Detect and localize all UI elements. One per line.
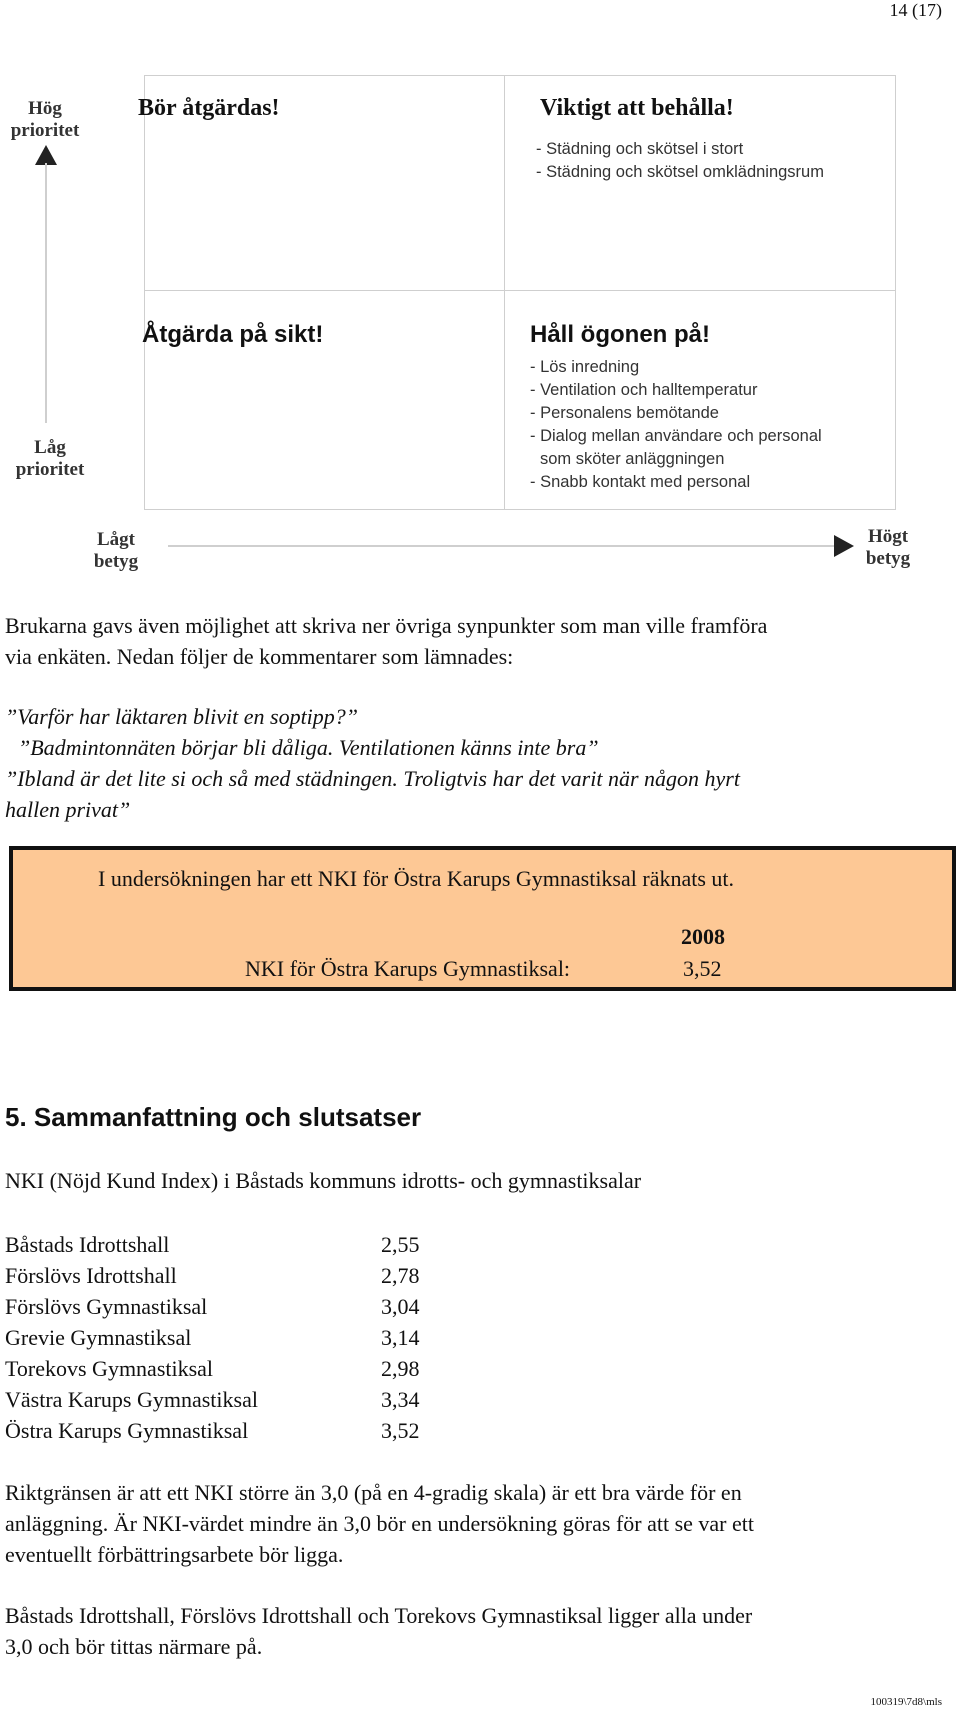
list-item: - Dialog mellan användare och personal xyxy=(530,427,822,445)
facility-value: 3,14 xyxy=(381,1325,420,1350)
text-line: Brukarna gavs även möjlighet att skriva ner övriga synpunkter som man ville framföra xyxy=(5,613,768,638)
page-number: 14 (17) xyxy=(889,0,942,20)
y-axis-low-label xyxy=(8,437,92,481)
list-item: - Lös inredning xyxy=(530,358,640,376)
comments-list xyxy=(5,701,955,825)
section-heading: 5. Sammanfattning och slutsatser xyxy=(5,1102,422,1132)
quadrant-title-top-right: Viktigt att behålla! xyxy=(540,95,734,121)
quadrant-items-bottom-right xyxy=(530,356,822,494)
arrow-up-icon xyxy=(35,145,57,165)
facility-name: Båstads Idrottshall xyxy=(5,1232,170,1257)
facility-value: 3,52 xyxy=(381,1418,420,1443)
matrix-divider-horizontal xyxy=(144,290,896,291)
x-axis-high-label xyxy=(858,526,918,570)
quadrant-title-bottom-right: Håll ögonen på! xyxy=(530,321,710,348)
facility-value: 2,55 xyxy=(381,1232,420,1257)
x-low-line-2: betyg xyxy=(93,551,139,572)
text-line: Riktgränsen är att ett NKI större än 3,0 (på en 4-gradig skala) är ett bra värde för en xyxy=(5,1480,742,1505)
x-axis-line xyxy=(168,545,836,547)
text-line: 3,0 och bör tittas närmare på. xyxy=(5,1634,263,1659)
x-high-line-1: Högt xyxy=(867,526,909,547)
section-subtitle: NKI (Nöjd Kund Index) i Båstads kommuns idrotts- och gymnastiksalar xyxy=(5,1168,642,1193)
comment: ”Badmintonnäten börjar bli dåliga. Ventilationen känns inte bra” xyxy=(18,735,599,760)
text-line: eventuellt förbättringsarbete bör ligga. xyxy=(5,1542,344,1567)
text-line: anläggning. Är NKI-värdet mindre än 3,0 bör en undersökning göras för att se var ett xyxy=(5,1511,754,1536)
x-high-line-2: betyg xyxy=(865,548,911,569)
facility-name: Västra Karups Gymnastiksal xyxy=(5,1387,258,1412)
text-line: via enkäten. Nedan följer de kommentarer som lämnades: xyxy=(5,644,514,669)
matrix-divider-vertical xyxy=(504,75,505,510)
table-row xyxy=(5,1229,505,1260)
quadrant-title-bottom-left: Åtgärda på sikt! xyxy=(142,321,324,348)
comment: ”Varför har läktaren blivit en soptipp?” xyxy=(5,704,359,729)
table-row xyxy=(5,1353,505,1384)
nki-intro: I undersökningen har ett NKI för Östra Karups Gymnastiksal räknats ut. xyxy=(98,866,735,891)
nki-table xyxy=(5,1229,505,1446)
list-item: - Städning och skötsel omklädningsrum xyxy=(536,163,824,181)
facility-value: 3,04 xyxy=(381,1294,420,1319)
y-high-line-2: prioritet xyxy=(10,120,80,141)
arrow-right-icon xyxy=(834,535,854,557)
nki-value: 3,52 xyxy=(683,956,722,981)
quadrant-title-top-left: Bör åtgärdas! xyxy=(138,95,280,121)
facility-name: Östra Karups Gymnastiksal xyxy=(5,1418,249,1443)
nki-result-box xyxy=(9,846,956,991)
y-low-line-2: prioritet xyxy=(15,459,85,480)
facility-name: Förslövs Idrottshall xyxy=(5,1263,177,1288)
intro-paragraph xyxy=(5,610,955,672)
list-item: som sköter anläggningen xyxy=(540,450,725,468)
table-row xyxy=(5,1291,505,1322)
nki-year: 2008 xyxy=(681,924,725,949)
facility-name: Torekovs Gymnastiksal xyxy=(5,1356,214,1381)
table-row xyxy=(5,1415,505,1446)
x-low-line-1: Lågt xyxy=(97,529,135,550)
y-axis-high-label xyxy=(8,98,82,142)
y-high-line-1: Hög xyxy=(28,98,62,119)
comment: ”Ibland är det lite si och så med städningen. Troligtvis har det varit när någon hyrt xyxy=(5,766,740,791)
nki-label: NKI för Östra Karups Gymnastiksal: xyxy=(245,956,571,981)
y-low-line-1: Låg xyxy=(34,437,66,458)
threshold-paragraph xyxy=(5,1477,955,1570)
table-row xyxy=(5,1322,505,1353)
y-axis-line xyxy=(45,163,47,423)
comment: hallen privat” xyxy=(5,797,131,822)
conclusion-paragraph xyxy=(5,1600,955,1662)
table-row xyxy=(5,1260,505,1291)
facility-name: Grevie Gymnastiksal xyxy=(5,1325,192,1350)
list-item: - Ventilation och halltemperatur xyxy=(530,381,758,399)
facility-value: 3,34 xyxy=(381,1387,420,1412)
quadrant-items-top-right xyxy=(536,138,824,184)
text-line: Båstads Idrottshall, Förslövs Idrottshall och Torekovs Gymnastiksal ligger alla under xyxy=(5,1603,753,1628)
list-item: - Städning och skötsel i stort xyxy=(536,140,744,158)
table-row xyxy=(5,1384,505,1415)
list-item: - Personalens bemötande xyxy=(530,404,719,422)
list-item: - Snabb kontakt med personal xyxy=(530,473,751,491)
facility-value: 2,78 xyxy=(381,1263,420,1288)
footer-reference: 100319\7d8\mls xyxy=(870,1696,942,1708)
facility-name: Förslövs Gymnastiksal xyxy=(5,1294,208,1319)
facility-value: 2,98 xyxy=(381,1356,420,1381)
x-axis-low-label xyxy=(86,529,146,573)
